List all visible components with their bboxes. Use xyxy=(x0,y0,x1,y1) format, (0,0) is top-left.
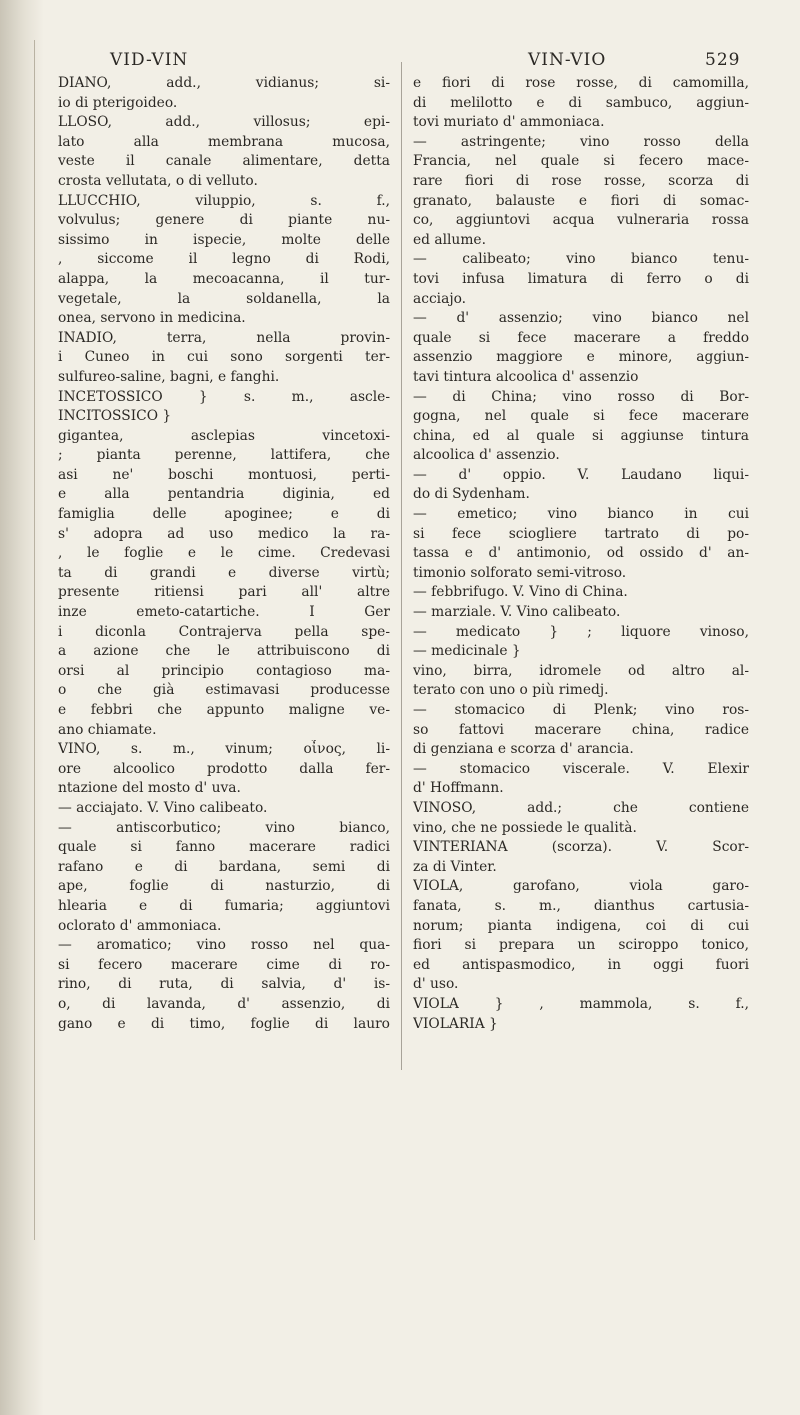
text-line: sissimo in ispecie, molte delle xyxy=(58,231,390,248)
text-line: vino, che ne possiede le qualità. xyxy=(413,819,637,836)
text-line: io di pterigoideo. xyxy=(58,94,178,111)
text-line: VIOLA, garofano, viola garo- xyxy=(413,878,749,895)
text-line: tassa e d' antimonio, od ossido d' an- xyxy=(413,545,749,562)
running-header-left: VID-VIN xyxy=(110,50,189,70)
text-line: INADIO, terra, nella provin- xyxy=(58,329,390,346)
text-line: inze emeto-catartiche. I Ger xyxy=(58,604,390,621)
text-line: sulfureo-saline, bagni, e fanghi. xyxy=(58,368,280,385)
text-line: gigantea, asclepias vincetoxi- xyxy=(58,427,390,444)
text-line: ed allume. xyxy=(413,231,486,248)
text-line: veste il canale alimentare, detta xyxy=(58,153,390,170)
text-line: — aromatico; vino rosso nel qua- xyxy=(58,937,390,954)
text-line: LLOSO, add., villosus; epi- xyxy=(58,114,390,131)
text-line: — stomacico viscerale. V. Elexir xyxy=(413,760,749,777)
text-line: fanata, s. m., dianthus cartusia- xyxy=(413,897,749,914)
text-line: ; pianta perenne, lattifera, che xyxy=(58,447,390,464)
text-line: ntazione del mosto d' uva. xyxy=(58,780,241,797)
text-line: acciajo. xyxy=(413,290,467,307)
text-line: so fattovi macerare china, radice xyxy=(413,721,749,738)
text-line: norum; pianta indigena, coi di cui xyxy=(413,917,749,934)
text-line: alcoolica d' assenzio. xyxy=(413,447,560,464)
text-line: VINTERIANA (scorza). V. Scor- xyxy=(413,839,749,856)
text-line: onea, servono in medicina. xyxy=(58,310,246,327)
text-line: asi ne' boschi montuosi, perti- xyxy=(58,466,390,483)
right-column xyxy=(413,74,749,1034)
running-header-right: VIN-VIO xyxy=(528,50,607,70)
text-line: o che già estimavasi producesse xyxy=(58,682,390,699)
text-line: — medicato } ; liquore vinoso, xyxy=(413,623,749,640)
text-line: gogna, nel quale si fece macerare xyxy=(413,408,749,425)
text-line: assenzio maggiore e minore, aggiun- xyxy=(413,349,749,366)
text-line: , siccome il legno di Rodi, xyxy=(58,251,390,268)
text-line: — stomacico di Plenk; vino ros- xyxy=(413,702,749,718)
text-line: rare fiori di rose rosse, scorza di xyxy=(413,172,749,189)
text-line: — calibeato; vino bianco tenu- xyxy=(413,251,749,268)
text-line: crosta vellutata, o di velluto. xyxy=(58,172,258,189)
text-line: a azione che le attribuiscono di xyxy=(58,643,390,660)
gutter-edge-line xyxy=(34,40,35,1240)
text-line: — di China; vino rosso di Bor- xyxy=(413,388,749,405)
text-line: ano chiamate. xyxy=(58,721,157,738)
text-line: quale si fanno macerare radici xyxy=(58,839,390,856)
text-line: presente ritiensi pari all' altre xyxy=(58,584,390,601)
text-line: LLUCCHIO, viluppio, s. f., xyxy=(58,192,390,209)
text-line: di genziana e scorza d' arancia. xyxy=(413,741,634,758)
text-line: e fiori di rose rosse, di camomilla, xyxy=(413,75,749,91)
text-line: i diconla Contrajerva pella spe- xyxy=(58,623,390,640)
text-line: za di Vinter. xyxy=(413,858,497,875)
text-line: INCETOSSICO } s. m., ascle- xyxy=(58,388,390,405)
text-line: si fecero macerare cime di ro- xyxy=(58,956,390,973)
text-line: famiglia delle apoginee; e di xyxy=(58,506,390,523)
text-line: VIOLARIA } xyxy=(413,1015,498,1032)
text-line: granato, balauste e fiori di somac- xyxy=(413,192,749,209)
text-line: ore alcoolico prodotto dalla fer- xyxy=(58,760,390,777)
text-line: d' uso. xyxy=(413,976,459,993)
text-line: quale si fece macerare a freddo xyxy=(413,329,749,346)
text-line: o, di lavanda, d' assenzio, di xyxy=(58,995,390,1012)
text-line: vino, birra, idromele od altro al- xyxy=(413,662,749,679)
text-line: — marziale. V. Vino calibeato. xyxy=(413,604,621,621)
text-line: lato alla membrana mucosa, xyxy=(58,133,390,150)
text-line: rino, di ruta, di salvia, d' is- xyxy=(58,976,390,993)
text-line: — d' assenzio; vino bianco nel xyxy=(413,310,749,327)
text-line: timonio solforato semi-vitroso. xyxy=(413,564,627,581)
text-line: tavi tintura alcoolica d' assenzio xyxy=(413,368,639,385)
text-line: rafano e di bardana, semi di xyxy=(58,858,390,875)
text-line: volvulus; genere di piante nu- xyxy=(58,212,390,229)
text-line: gano e di timo, foglie di lauro xyxy=(58,1015,390,1032)
text-line: — acciajato. V. Vino calibeato. xyxy=(58,799,268,816)
text-line: — d' oppio. V. Laudano liqui- xyxy=(413,466,749,483)
text-line: hlearia e di fumaria; aggiuntovi xyxy=(58,897,390,914)
text-line: orsi al principio contagioso ma- xyxy=(58,662,390,679)
text-line: ape, foglie di nasturzio, di xyxy=(58,878,390,895)
text-line: e febbri che appunto maligne ve- xyxy=(58,702,390,718)
text-line: — febbrifugo. V. Vino di China. xyxy=(413,584,628,601)
text-line: DIANO, add., vidianus; si- xyxy=(58,75,390,91)
column-divider xyxy=(401,62,402,1070)
text-line: d' Hoffmann. xyxy=(413,780,504,797)
text-line: tovi infusa limatura di ferro o di xyxy=(413,270,749,287)
page-number: 529 xyxy=(705,50,741,70)
text-line: VINO, s. m., vinum; οἶνος, li- xyxy=(58,741,390,758)
text-line: VIOLA } , mammola, s. f., xyxy=(413,995,749,1012)
text-line: di melilotto e di sambuco, aggiun- xyxy=(413,94,749,111)
text-line: i Cuneo in cui sono sorgenti ter- xyxy=(58,349,390,366)
text-line: vegetale, la soldanella, la xyxy=(58,290,390,307)
text-line: oclorato d' ammoniaca. xyxy=(58,917,222,934)
text-line: — antiscorbutico; vino bianco, xyxy=(58,819,390,836)
text-line: Francia, nel quale si fecero mace- xyxy=(413,153,749,170)
text-line: china, ed al quale si aggiunse tintura xyxy=(413,427,749,444)
text-line: terato con uno o più rimedj. xyxy=(413,682,609,699)
text-line: INCITOSSICO } xyxy=(58,408,172,425)
text-line: do di Sydenham. xyxy=(413,486,530,503)
text-line: — medicinale } xyxy=(413,643,521,660)
text-line: si fece sciogliere tartrato di po- xyxy=(413,525,749,542)
text-line: fiori si prepara un sciroppo tonico, xyxy=(413,937,749,954)
text-line: — astringente; vino rosso della xyxy=(413,133,749,150)
text-line: co, aggiuntovi acqua vulneraria rossa xyxy=(413,212,749,229)
text-line: alappa, la mecoacanna, il tur- xyxy=(58,270,390,287)
text-line: e alla pentandria diginia, ed xyxy=(58,486,390,503)
left-column xyxy=(58,74,390,1034)
text-line: ta di grandi e diverse virtù; xyxy=(58,564,390,581)
text-line: VINOSO, add.; che contiene xyxy=(413,799,749,816)
text-line: , le foglie e le cime. Credevasi xyxy=(58,545,390,562)
text-line: tovi muriato d' ammoniaca. xyxy=(413,114,605,131)
text-line: s' adopra ad uso medico la ra- xyxy=(58,525,390,542)
book-gutter-shadow xyxy=(0,0,44,1415)
text-line: — emetico; vino bianco in cui xyxy=(413,506,749,523)
text-line: ed antispasmodico, in oggi fuori xyxy=(413,956,749,973)
